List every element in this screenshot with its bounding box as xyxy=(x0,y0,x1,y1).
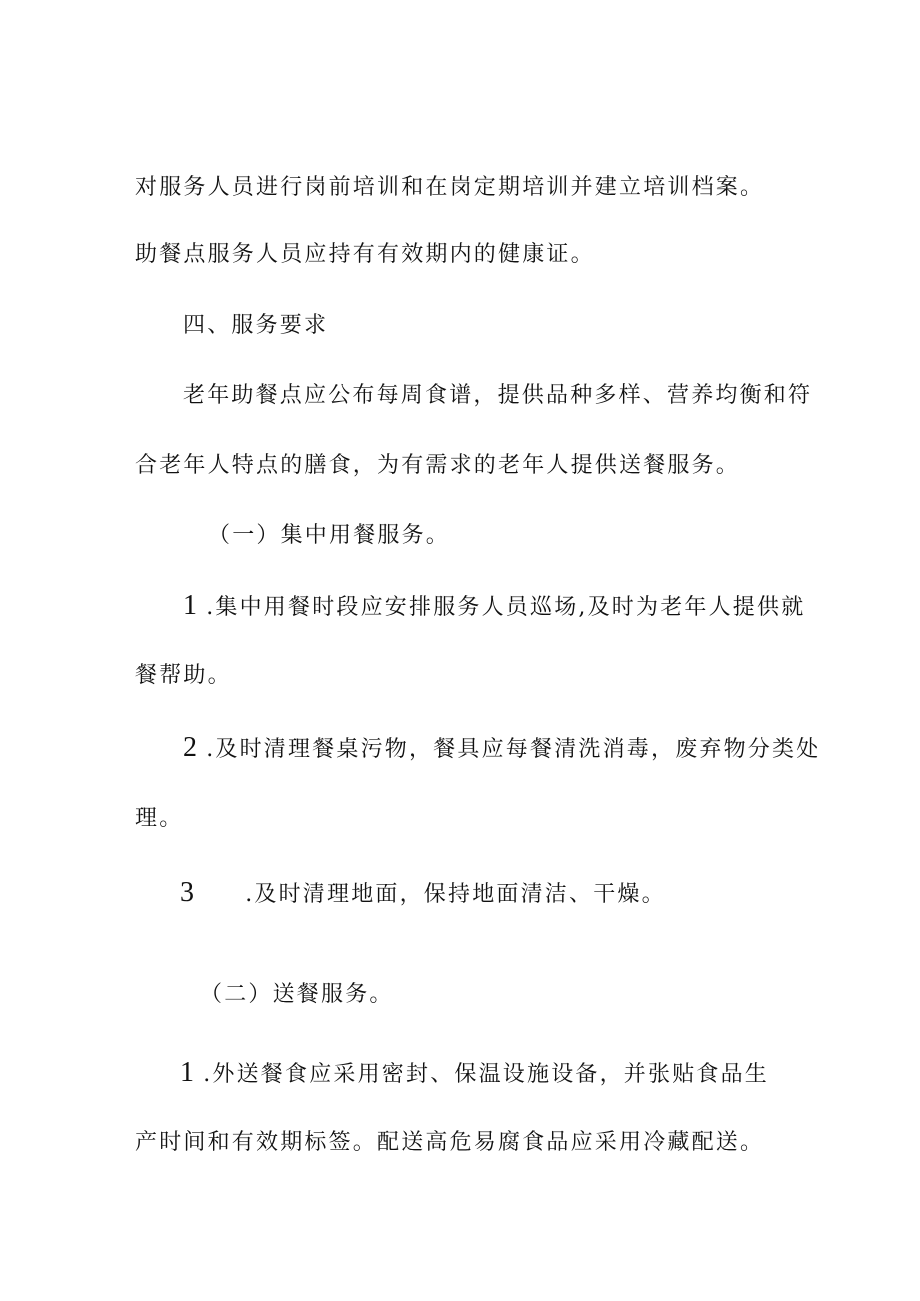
item-text: 理。 xyxy=(135,806,184,831)
subsection-heading-delivery xyxy=(200,980,394,1010)
list-item-2 xyxy=(183,733,820,765)
item-text: .外送餐食应采用密封、保温设施设备，并张贴食品生 xyxy=(203,1062,769,1087)
item-number: 3 xyxy=(180,877,194,908)
item-number: 2 xyxy=(183,732,197,763)
paragraph-training xyxy=(135,173,764,203)
list-item-delivery-1 xyxy=(180,1058,769,1090)
paragraph-menu xyxy=(183,381,812,411)
list-item-3 xyxy=(180,878,666,910)
item-text: 餐帮助。 xyxy=(135,663,232,688)
paragraph-text: 合老年人特点的膳食，为有需求的老年人提供送餐服务。 xyxy=(135,453,741,478)
subsection-heading-text: （二）送餐服务。 xyxy=(200,982,394,1007)
subsection-heading xyxy=(208,521,450,551)
item-text: .集中用餐时段应安排服务人员巡场,及时为老年人提供就 xyxy=(206,595,806,620)
item-text: .及时清理地面，保持地面清洁、干燥。 xyxy=(245,882,666,907)
paragraph-text: 助餐点服务人员应持有有效期内的健康证。 xyxy=(135,242,595,267)
item-number: 1 xyxy=(180,1057,194,1088)
list-item-delivery-1-continued xyxy=(135,1128,764,1158)
list-item-1 xyxy=(183,591,805,623)
paragraph-health-certificate xyxy=(135,240,595,270)
section-heading xyxy=(183,311,328,341)
item-text: .及时清理餐桌污物，餐具应每餐清洗消毒，废弃物分类处 xyxy=(206,737,821,762)
item-number: 1 xyxy=(183,590,197,621)
paragraph-text: 对服务人员进行岗前培训和在岗定期培训并建立培训档案。 xyxy=(135,175,765,200)
section-heading-text: 四、服务要求 xyxy=(183,313,329,338)
subsection-heading-text: （一）集中用餐服务。 xyxy=(208,523,451,548)
paragraph-text: 老年助餐点应公布每周食谱，提供品种多样、营养均衡和符 xyxy=(183,383,813,408)
list-item-2-continued xyxy=(135,804,183,834)
paragraph-menu-continued xyxy=(135,451,740,481)
item-text: 产时间和有效期标签。配送高危易腐食品应采用冷藏配送。 xyxy=(135,1130,765,1155)
list-item-1-continued xyxy=(135,661,232,691)
